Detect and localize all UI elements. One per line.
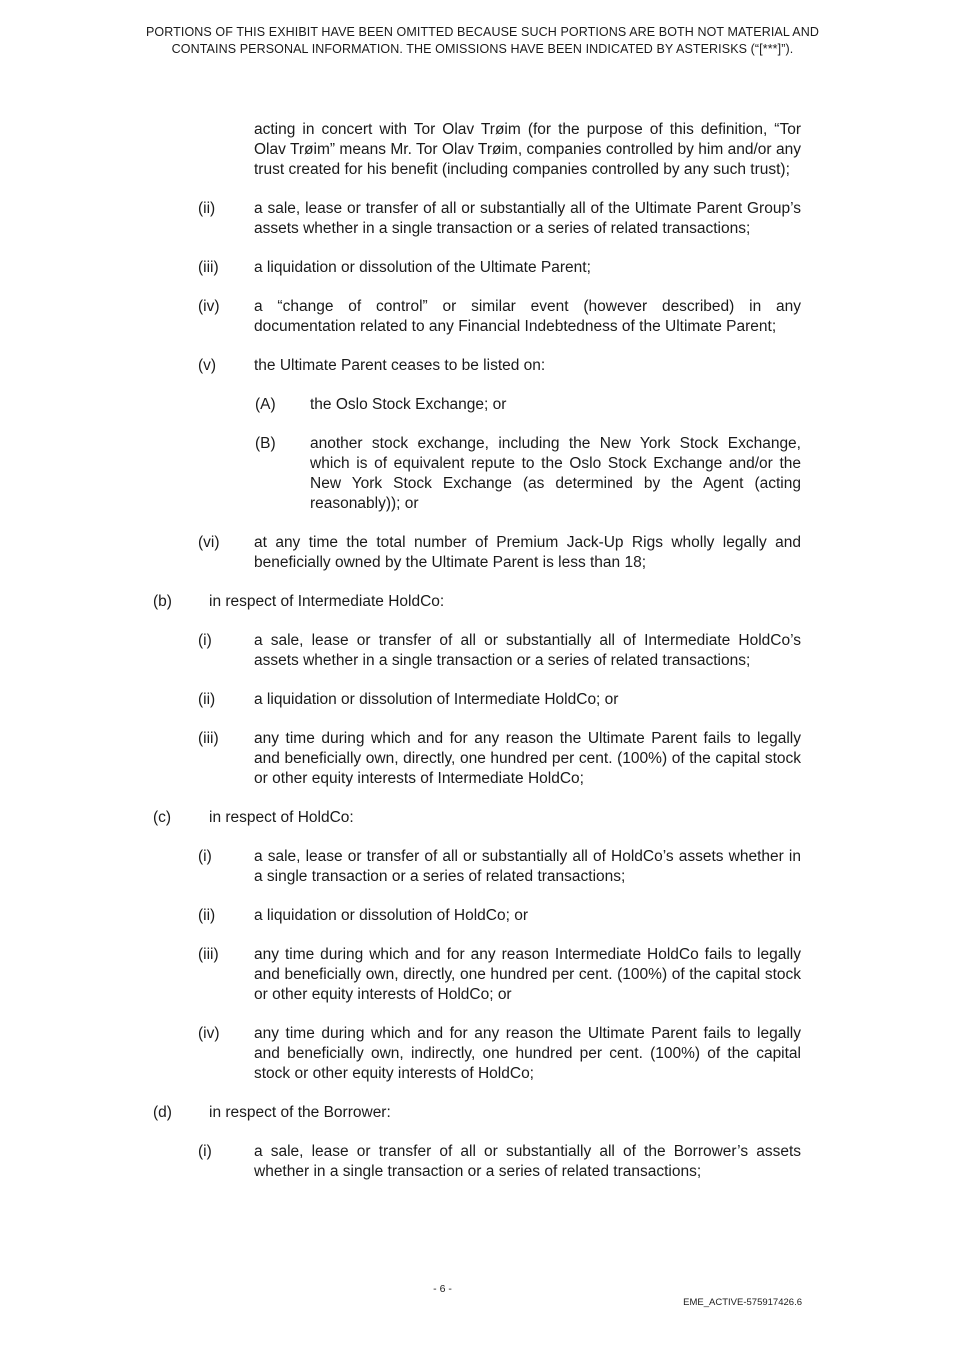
clause-number: (iv): [198, 1025, 220, 1042]
clause-d: [0, 1103, 965, 1123]
page-number: - 6 -: [433, 1283, 452, 1295]
clause-number: (i): [198, 632, 212, 649]
clause-number: (iii): [198, 730, 219, 747]
clause-number: (A): [255, 396, 276, 413]
document-reference: EME_ACTIVE-575917426.6: [683, 1297, 802, 1308]
clause-a-iv: [0, 297, 965, 337]
clause-c-i: [0, 847, 965, 887]
clause-a-v: [0, 356, 965, 376]
clause-text: a liquidation or dissolution of Intermediate HoldCo; or: [254, 691, 619, 708]
clause-a-iii: [0, 258, 965, 278]
clause-number: (B): [255, 435, 276, 452]
clause-heading: in respect of HoldCo:: [209, 809, 354, 826]
clause-letter: (d): [153, 1104, 172, 1121]
clause-text: a liquidation or dissolution of HoldCo; or: [254, 907, 528, 924]
clause-number: (vi): [198, 534, 220, 551]
clause-b-ii: [0, 690, 965, 710]
clause-letter: (b): [153, 593, 172, 610]
clause-a-ii: [0, 199, 965, 239]
clause-letter: (c): [153, 809, 172, 826]
clause-d-i: [0, 1142, 965, 1182]
notice-line-1: PORTIONS OF THIS EXHIBIT HAVE BEEN OMITTED BECAUSE SUCH PORTIONS ARE BOTH NOT MATERIAL AND: [145, 25, 819, 39]
clause-a-v-A: [0, 395, 965, 415]
clause-text: another stock exchange, including the New York Stock Exchange, which is of equivalent repute to the Oslo Stock Exchange and/or the New York Stock Exchange (as determined by the Agent (acting reasonably)); or: [310, 435, 801, 512]
clause-number: (v): [198, 357, 217, 374]
document-body: [0, 120, 965, 1201]
clause-text: any time during which and for any reason Intermediate HoldCo fails to legally and beneficially own, directly, one hundred per cent. (100%) of the capital stock or other equity interests of HoldCo; or: [254, 946, 801, 1003]
clause-text: any time during which and for any reason the Ultimate Parent fails to legally and beneficially own, indirectly, one hundred per cent. (100%) of the capital stock or other equity interests of HoldCo;: [254, 1025, 801, 1082]
clause-a-vi: [0, 533, 965, 573]
clause-number: (ii): [198, 200, 216, 217]
clause-text: at any time the total number of Premium Jack-Up Rigs wholly legally and beneficially owned by the Ultimate Parent is less than 18;: [254, 534, 801, 571]
clause-c-iv: [0, 1024, 965, 1084]
clause-text: a liquidation or dissolution of the Ultimate Parent;: [254, 259, 591, 276]
clause-number: (ii): [198, 907, 216, 924]
continuation-paragraph: [0, 120, 965, 180]
clause-number: (i): [198, 848, 212, 865]
clause-heading: in respect of Intermediate HoldCo:: [209, 593, 445, 610]
clause-text: a sale, lease or transfer of all or substantially all of the Ultimate Parent Group’s assets whether in a single transaction or a series of related transactions;: [254, 200, 801, 237]
clause-b: [0, 592, 965, 612]
clause-number: (iii): [198, 259, 219, 276]
clause-c-ii: [0, 906, 965, 926]
exhibit-omission-notice: [60, 24, 905, 58]
clause-c: [0, 808, 965, 828]
clause-text: the Oslo Stock Exchange; or: [310, 396, 507, 413]
clause-c-iii: [0, 945, 965, 1005]
clause-heading: in respect of the Borrower:: [209, 1104, 391, 1121]
clause-text: a sale, lease or transfer of all or substantially all of HoldCo’s assets whether in a single transaction or a series of related transactions;: [254, 848, 801, 885]
clause-number: (i): [198, 1143, 212, 1160]
clause-number: (ii): [198, 691, 216, 708]
clause-text: a sale, lease or transfer of all or substantially all of Intermediate HoldCo’s assets whether in a single transaction or a series of related transactions;: [254, 632, 801, 669]
clause-number: (iii): [198, 946, 219, 963]
clause-number: (iv): [198, 298, 220, 315]
clause-b-iii: [0, 729, 965, 789]
paragraph-text: acting in concert with Tor Olav Trøim (for the purpose of this definition, “Tor Olav Trøim” means Mr. Tor Olav Trøim, companies controlled by him and/or any trust created for his benefit (including companies controlled by any such trust);: [254, 121, 801, 178]
notice-line-2: CONTAINS PERSONAL INFORMATION. THE OMISSIONS HAVE BEEN INDICATED BY ASTERISKS (“[***]”).: [171, 42, 794, 56]
clause-text: a “change of control” or similar event (however described) in any documentation related to any Financial Indebtedness of the Ultimate Parent;: [254, 298, 801, 335]
clause-b-i: [0, 631, 965, 671]
clause-text: a sale, lease or transfer of all or substantially all of the Borrower’s assets whether in a single transaction or a series of related transactions;: [254, 1143, 801, 1180]
clause-text: the Ultimate Parent ceases to be listed on:: [254, 357, 546, 374]
clause-a-v-B: [0, 434, 965, 514]
clause-text: any time during which and for any reason the Ultimate Parent fails to legally and beneficially own, directly, one hundred per cent. (100%) of the capital stock or other equity interests of Intermediate HoldCo;: [254, 730, 801, 787]
